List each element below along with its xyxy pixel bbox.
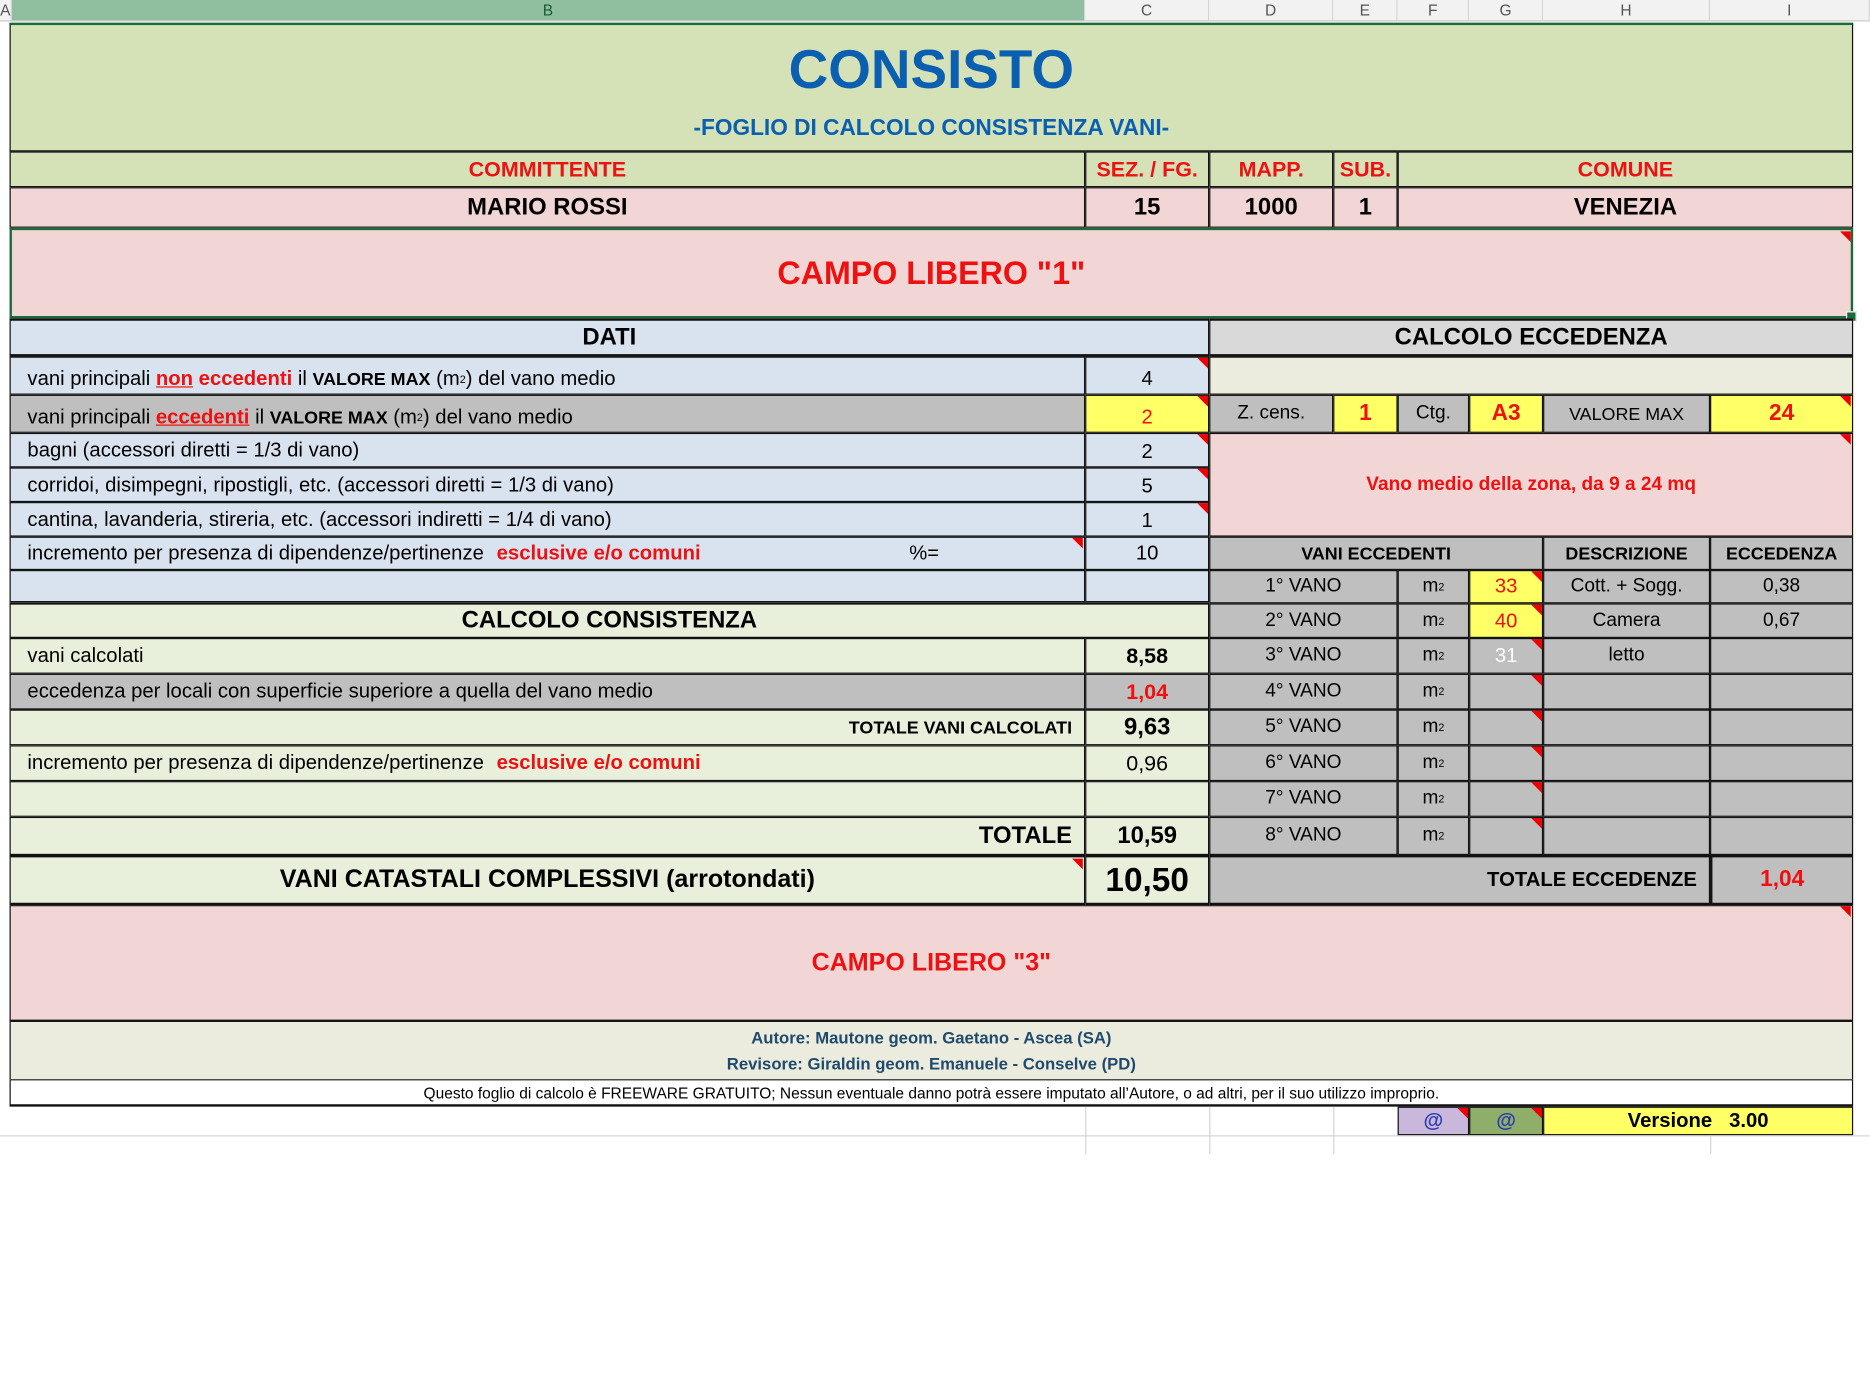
vano-label: 8° VANO <box>1209 817 1397 855</box>
comment-marker-icon[interactable] <box>1531 818 1542 829</box>
vano-descrizione[interactable]: Cott. + Sogg. <box>1543 570 1710 603</box>
vano-descrizione[interactable] <box>1543 745 1710 781</box>
column-header-D[interactable] <box>1209 0 1333 21</box>
unit-m2 <box>1398 674 1470 710</box>
page-subtitle: -FOGLIO DI CALCOLO CONSISTENZA VANI- <box>693 115 1170 141</box>
vano-eccedenza: 0,67 <box>1710 603 1853 638</box>
vano-descrizione[interactable]: Camera <box>1543 603 1710 638</box>
column-header-G[interactable] <box>1469 0 1543 21</box>
unit-sup: 2 <box>1438 649 1445 662</box>
unit-sup: 2 <box>1438 757 1445 770</box>
valore-max-label: VALORE MAX <box>1543 395 1710 433</box>
row-text-bold: VALORE MAX <box>269 407 388 428</box>
vani-complessivi-label: VANI CATASTALI COMPLESSIVI (arrotondati) <box>10 855 1086 905</box>
unit-text: m <box>1422 788 1439 809</box>
column-label: F <box>1428 1 1438 20</box>
calc-row-vani-calcolati: vani calcolati <box>10 638 1086 674</box>
grid-line <box>1710 1135 1711 1154</box>
vano-label: 3° VANO <box>1209 638 1397 674</box>
comment-marker-icon[interactable] <box>1531 1108 1542 1119</box>
dati-value-cantina[interactable]: 1 <box>1085 502 1209 537</box>
valore-max-value: 24 <box>1710 395 1853 433</box>
vano-label: 7° VANO <box>1209 781 1397 817</box>
campo-libero-3[interactable]: CAMPO LIBERO "3" <box>10 905 1854 1022</box>
value-sub[interactable]: 1 <box>1333 187 1397 228</box>
unit-sup: 2 <box>1438 793 1445 805</box>
totale-eccedenze-label: TOTALE ECCEDENZE <box>1209 855 1710 905</box>
comment-marker-icon[interactable] <box>1531 675 1542 686</box>
eccedenza-header: CALCOLO ECCEDENZA <box>1209 318 1853 356</box>
row-text-sup: 2 <box>459 373 466 386</box>
unit-sup: 2 <box>1438 829 1445 842</box>
column-header-C[interactable] <box>1085 0 1209 21</box>
comment-marker-icon[interactable] <box>1531 571 1542 582</box>
unit-m2 <box>1398 710 1470 746</box>
unit-m2 <box>1398 570 1470 603</box>
dati-row-corridoi: corridoi, disimpegni, ripostigli, etc. (accessori diretti = 1/3 di vano) <box>10 467 1086 502</box>
vano-eccedenza <box>1710 781 1853 817</box>
grid-line <box>1085 1107 1086 1155</box>
ctg-value[interactable]: A3 <box>1469 395 1543 433</box>
vano-label: 2° VANO <box>1209 603 1397 638</box>
vano-label: 5° VANO <box>1209 710 1397 746</box>
calc-row-eccedenza: eccedenza per locali con superficie superiore a quella del vano medio <box>10 674 1086 710</box>
comment-marker-icon[interactable] <box>1840 396 1851 407</box>
zcens-label: Z. cens. <box>1209 395 1333 433</box>
row-text: il <box>292 367 313 390</box>
column-header-F[interactable] <box>1398 0 1470 21</box>
row-text-emphasis: non <box>155 367 194 390</box>
dati-value-bagni[interactable]: 2 <box>1085 433 1209 468</box>
revisore-text: Revisore: Giraldin geom. Emanuele - Conselve (PD) <box>726 1054 1136 1074</box>
row-text-emphasis: eccedenti <box>155 405 250 429</box>
calc-row-totale-vani: TOTALE VANI CALCOLATI <box>10 710 1086 746</box>
unit-text: m <box>1422 825 1439 846</box>
autore-text: Autore: Mautone geom. Gaetano - Ascea (SA) <box>751 1027 1112 1048</box>
column-label: G <box>1499 1 1512 20</box>
vano-descrizione[interactable] <box>1543 710 1710 746</box>
row-text: ) del vano medio <box>422 405 573 429</box>
vano-descrizione[interactable]: letto <box>1543 638 1710 674</box>
unit-text: m <box>1422 680 1439 702</box>
zcens-value[interactable]: 1 <box>1333 395 1397 433</box>
column-header-H[interactable] <box>1543 0 1710 21</box>
calc-row-incremento <box>10 745 1086 781</box>
vano-medio-note: Vano medio della zona, da 9 a 24 mq <box>1209 433 1853 537</box>
comment-marker-icon[interactable] <box>1531 605 1542 616</box>
dati-value-non-eccedenti[interactable]: 4 <box>1085 357 1209 395</box>
vano-eccedenza <box>1710 817 1853 855</box>
comment-marker-icon[interactable] <box>1531 639 1542 650</box>
unit-m2 <box>1398 603 1470 638</box>
column-label: A <box>0 1 11 20</box>
freeware-note: Questo foglio di calcolo è FREEWARE GRATUITO; Nessun eventuale danno potrà essere imputato all’Autore, o ad altri, per il suo utilizzo improprio. <box>10 1079 1854 1106</box>
comment-marker-icon[interactable] <box>1197 469 1208 480</box>
column-header-B[interactable] <box>12 0 1085 21</box>
email-link-1[interactable]: @ <box>1398 1107 1470 1136</box>
grid-line <box>0 1135 1870 1136</box>
comment-marker-icon[interactable] <box>1072 859 1083 870</box>
row-text: incremento per presenza di dipendenze/pertinenze <box>27 541 490 565</box>
vano-mq-input[interactable]: 33 <box>1469 570 1543 603</box>
row-text-red: esclusive e/o comuni <box>496 751 701 774</box>
vano-eccedenza <box>1710 674 1853 710</box>
vano-descrizione[interactable] <box>1543 817 1710 855</box>
row-text: (m <box>387 405 417 429</box>
dati-value-incremento[interactable]: 10 <box>1085 537 1209 570</box>
row-text: vani principali <box>27 367 156 390</box>
col-descrizione: DESCRIZIONE <box>1543 537 1710 570</box>
column-header-I[interactable] <box>1710 0 1870 21</box>
vano-descrizione[interactable] <box>1543 674 1710 710</box>
comment-marker-icon[interactable] <box>1840 906 1851 917</box>
comment-marker-icon[interactable] <box>1197 434 1208 445</box>
grid-line <box>1209 1107 1210 1155</box>
dati-value-corridoi[interactable]: 5 <box>1085 467 1209 502</box>
value-comune[interactable]: VENEZIA <box>1398 187 1854 228</box>
label-sub: SUB. <box>1333 151 1397 187</box>
percent-label: %= <box>909 541 940 565</box>
calc-row-totale: TOTALE <box>10 817 1086 855</box>
label-committente: COMMITTENTE <box>10 151 1086 187</box>
column-header-E[interactable] <box>1333 0 1397 21</box>
calc-value-incremento: 0,96 <box>1085 745 1209 781</box>
vano-eccedenza <box>1710 710 1853 746</box>
label-mapp: MAPP. <box>1209 151 1333 187</box>
vano-mq-input[interactable]: 40 <box>1469 603 1543 638</box>
dati-row-non-eccedenti <box>10 357 1086 395</box>
unit-text: m <box>1422 609 1439 631</box>
vano-eccedenza <box>1710 745 1853 781</box>
dati-row-empty <box>10 570 1086 602</box>
calc-row-empty <box>10 781 1086 817</box>
label-comune: COMUNE <box>1398 151 1854 187</box>
eccedenza-blank-row <box>1209 357 1853 395</box>
unit-m2 <box>1398 817 1470 855</box>
unit-sup: 2 <box>1438 685 1445 698</box>
dati-row-bagni: bagni (accessori diretti = 1/3 di vano) <box>10 433 1086 468</box>
unit-m2 <box>1398 745 1470 781</box>
vano-descrizione[interactable] <box>1543 781 1710 817</box>
comment-marker-icon[interactable] <box>1072 538 1083 549</box>
unit-sup: 2 <box>1438 614 1445 627</box>
unit-sup: 2 <box>1438 580 1445 593</box>
column-label: H <box>1620 1 1632 20</box>
unit-m2 <box>1398 781 1470 817</box>
page-title: CONSISTO <box>788 38 1075 101</box>
column-label: B <box>542 1 554 20</box>
vano-eccedenza <box>1710 638 1853 674</box>
row-text: incremento per presenza di dipendenze/pertinenze <box>27 751 490 774</box>
comment-marker-icon[interactable] <box>1531 782 1542 793</box>
row-text-red: eccedenti <box>193 367 293 390</box>
col-vani-eccedenti: VANI ECCEDENTI <box>1209 537 1543 570</box>
vano-label: 4° VANO <box>1209 674 1397 710</box>
vano-eccedenza: 0,38 <box>1710 570 1853 603</box>
vani-complessivi-value: 10,50 <box>1085 855 1209 905</box>
campo-libero-1[interactable]: CAMPO LIBERO "1" <box>10 228 1854 319</box>
column-label: D <box>1265 1 1277 20</box>
calc-value-vani-calcolati: 8,58 <box>1085 638 1209 674</box>
calcolo-header: CALCOLO CONSISTENZA <box>10 602 1210 638</box>
label-sez-fg: SEZ. / FG. <box>1085 151 1209 187</box>
row-text-red: esclusive e/o comuni <box>496 541 701 565</box>
unit-sup: 2 <box>1438 721 1445 734</box>
calc-value-totale-vani: 9,63 <box>1085 710 1209 746</box>
value-sez-fg[interactable]: 15 <box>1085 187 1209 228</box>
unit-text: m <box>1422 716 1439 737</box>
row-text: (m <box>430 367 460 390</box>
version-label: Versione 3.00 <box>1543 1107 1853 1136</box>
unit-text: m <box>1422 645 1439 666</box>
email-link-2[interactable]: @ <box>1469 1107 1543 1136</box>
column-label: E <box>1359 1 1370 20</box>
comment-marker-icon[interactable] <box>1531 711 1542 722</box>
column-label: I <box>1787 1 1792 20</box>
calc-value-eccedenza: 1,04 <box>1085 674 1209 710</box>
grid-line <box>1333 1107 1334 1155</box>
column-label: C <box>1140 1 1153 20</box>
calc-value-empty <box>1085 781 1209 817</box>
column-header-A[interactable] <box>0 0 12 21</box>
vano-label: 6° VANO <box>1209 745 1397 781</box>
dati-value-eccedenti[interactable]: 2 <box>1085 395 1209 433</box>
comment-marker-icon[interactable] <box>1840 434 1851 445</box>
dati-row-cantina: cantina, lavanderia, stireria, etc. (accessori indiretti = 1/4 di vano) <box>10 502 1086 537</box>
value-committente[interactable]: MARIO ROSSI <box>10 187 1086 228</box>
comment-marker-icon[interactable] <box>1197 358 1208 369</box>
row-text: ) del vano medio <box>465 367 616 390</box>
comment-marker-icon[interactable] <box>1197 396 1208 407</box>
row-text-sup: 2 <box>416 411 423 424</box>
row-text-bold: VALORE MAX <box>312 369 431 390</box>
ctg-label: Ctg. <box>1398 395 1470 433</box>
vano-mq-input[interactable]: 31 <box>1469 638 1543 674</box>
vano-label: 1° VANO <box>1209 570 1397 603</box>
row-text: il <box>249 405 270 429</box>
dati-row-eccedenti <box>10 395 1086 433</box>
dati-value-empty[interactable] <box>1085 570 1209 602</box>
col-eccedenza: ECCEDENZA <box>1710 537 1853 570</box>
unit-m2 <box>1398 638 1470 674</box>
comment-marker-icon[interactable] <box>1840 231 1851 242</box>
unit-text: m <box>1422 752 1439 773</box>
comment-marker-icon[interactable] <box>1531 747 1542 758</box>
unit-text: m <box>1422 575 1439 597</box>
comment-marker-icon[interactable] <box>1457 1108 1468 1119</box>
calc-value-totale: 10,59 <box>1085 817 1209 855</box>
value-mapp[interactable]: 1000 <box>1209 187 1333 228</box>
row-text: vani principali <box>27 405 156 429</box>
dati-header: DATI <box>10 318 1210 356</box>
comment-marker-icon[interactable] <box>1197 503 1208 514</box>
totale-eccedenze-value: 1,04 <box>1710 855 1853 905</box>
